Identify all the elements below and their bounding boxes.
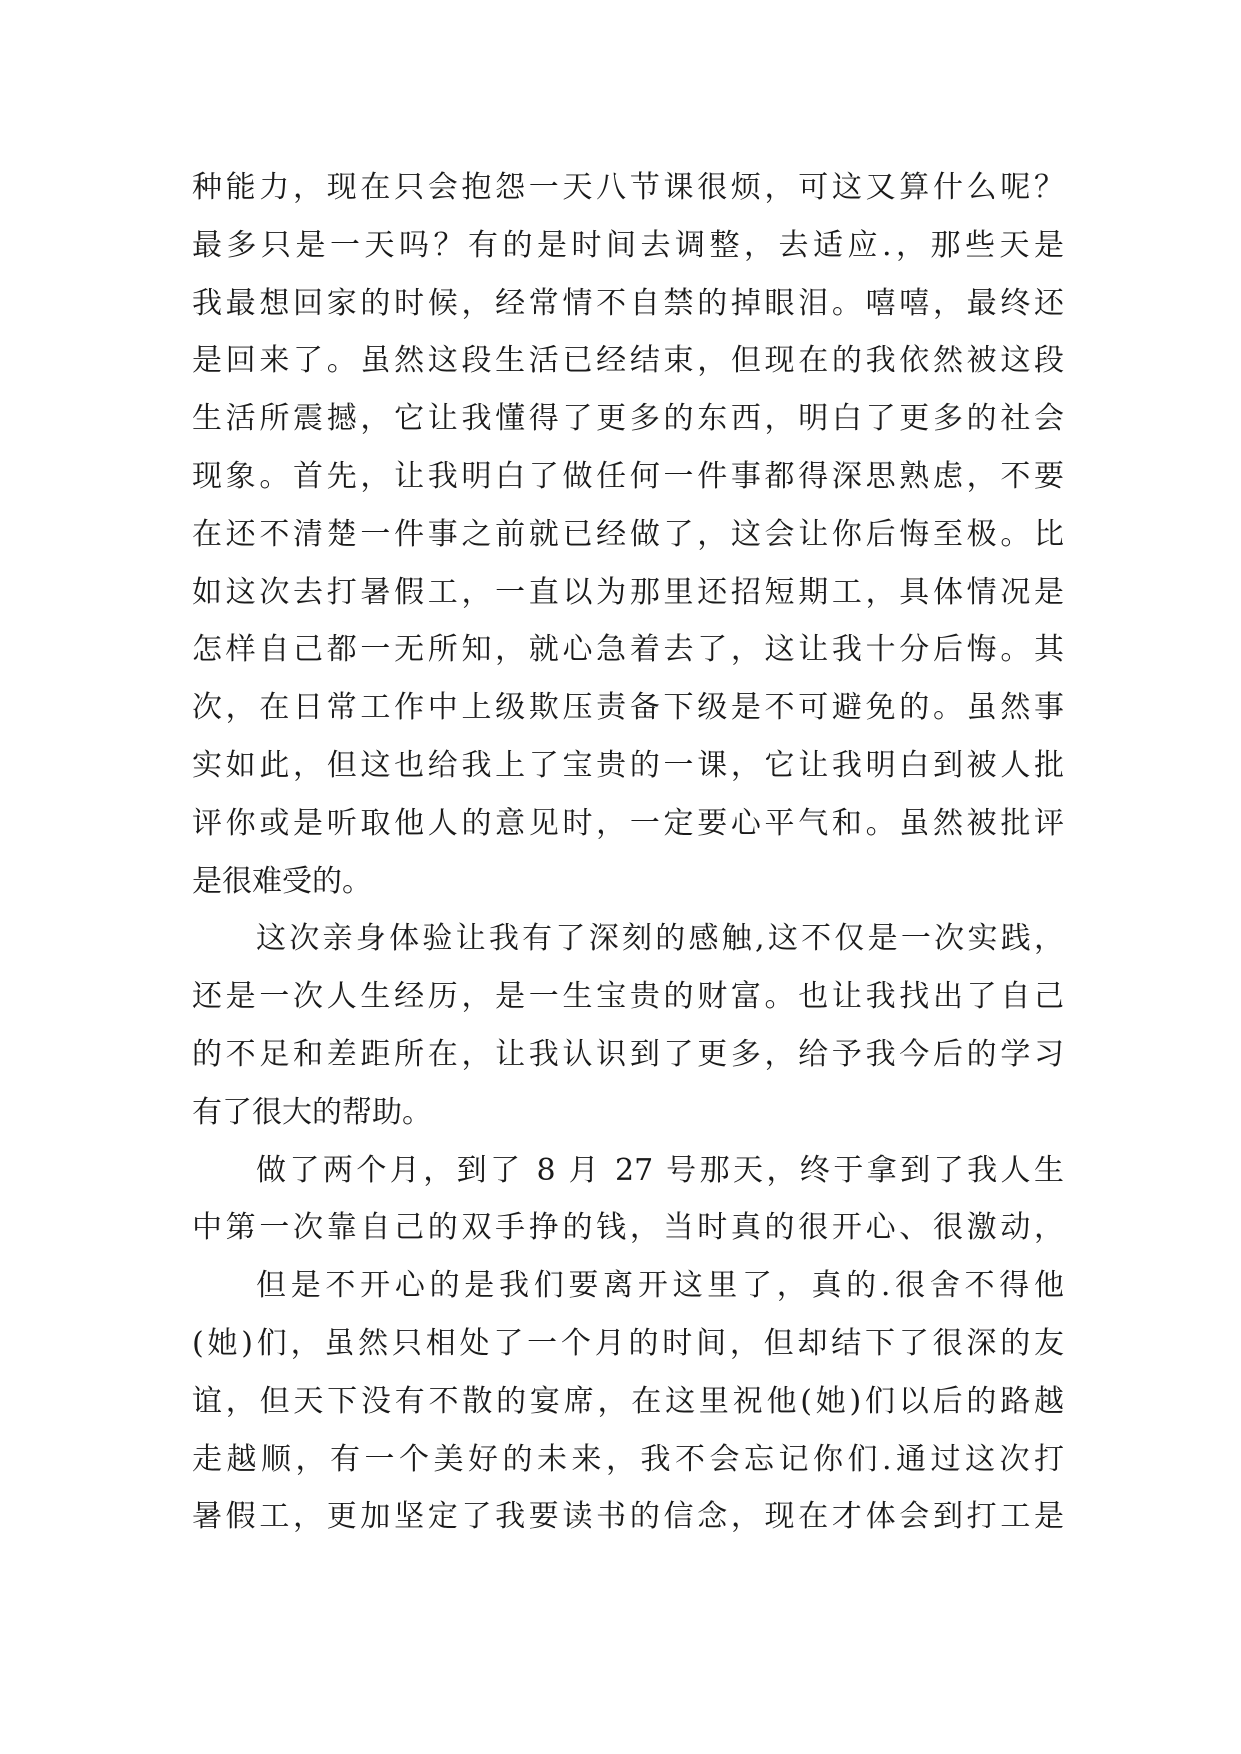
text-line-7: 在还不清楚一件事之前就已经做了，这会让你后悔至极。比 — [192, 516, 1064, 552]
text-line-6: 现象。首先，让我明白了做任何一件事都得深思熟虑，不要 — [192, 458, 1064, 494]
text-line-23: 走越顺，有一个美好的未来，我不会忘记你们.通过这次打 — [192, 1441, 1064, 1477]
text-line-11: 实如此，但这也给我上了宝贵的一课，它让我明白到被人批 — [192, 747, 1064, 783]
text-line-17: 有了很大的帮助。 — [192, 1094, 432, 1130]
text-line-14: 这次亲身体验让我有了深刻的感触,这不仅是一次实践， — [256, 921, 1064, 957]
text-line-5: 生活所震撼，它让我懂得了更多的东西，明白了更多的社会 — [192, 401, 1064, 437]
text-line-18: 做了两个月，到了 8 月 27 号那天，终于拿到了我人生 — [256, 1152, 1064, 1188]
text-line-19: 中第一次靠自己的双手挣的钱，当时真的很开心、很激动， — [192, 1210, 1064, 1246]
text-line-8: 如这次去打暑假工，一直以为那里还招短期工，具体情况是 — [192, 574, 1064, 610]
text-line-22: 谊，但天下没有不散的宴席，在这里祝他(她)们以后的路越 — [192, 1383, 1064, 1419]
text-line-24: 暑假工，更加坚定了我要读书的信念，现在才体会到打工是 — [192, 1499, 1064, 1535]
text-line-2: 最多只是一天吗？有的是时间去调整，去适应.，那些天是 — [192, 227, 1064, 263]
text-line-10: 次，在日常工作中上级欺压责备下级是不可避免的。虽然事 — [192, 690, 1064, 726]
text-line-21: (她)们，虽然只相处了一个月的时间，但却结下了很深的友 — [192, 1325, 1064, 1361]
text-line-3: 我最想回家的时候，经常情不自禁的掉眼泪。嘻嘻，最终还 — [192, 285, 1064, 321]
text-line-16: 的不足和差距所在，让我认识到了更多，给予我今后的学习 — [192, 1036, 1064, 1072]
text-line-4: 是回来了。虽然这段生活已经结束，但现在的我依然被这段 — [192, 343, 1064, 379]
document-body — [192, 159, 1064, 1546]
text-line-20: 但是不开心的是我们要离开这里了，真的.很舍不得他 — [256, 1268, 1064, 1304]
text-line-12: 评你或是听取他人的意见时，一定要心平气和。虽然被批评 — [192, 805, 1064, 841]
text-line-1: 种能力，现在只会抱怨一天八节课很烦，可这又算什么呢？ — [192, 170, 1064, 205]
text-line-9: 怎样自己都一无所知，就心急着去了，这让我十分后悔。其 — [192, 632, 1064, 668]
text-line-13: 是很难受的。 — [192, 863, 372, 899]
text-line-15: 还是一次人生经历，是一生宝贵的财富。也让我找出了自己 — [192, 979, 1064, 1015]
